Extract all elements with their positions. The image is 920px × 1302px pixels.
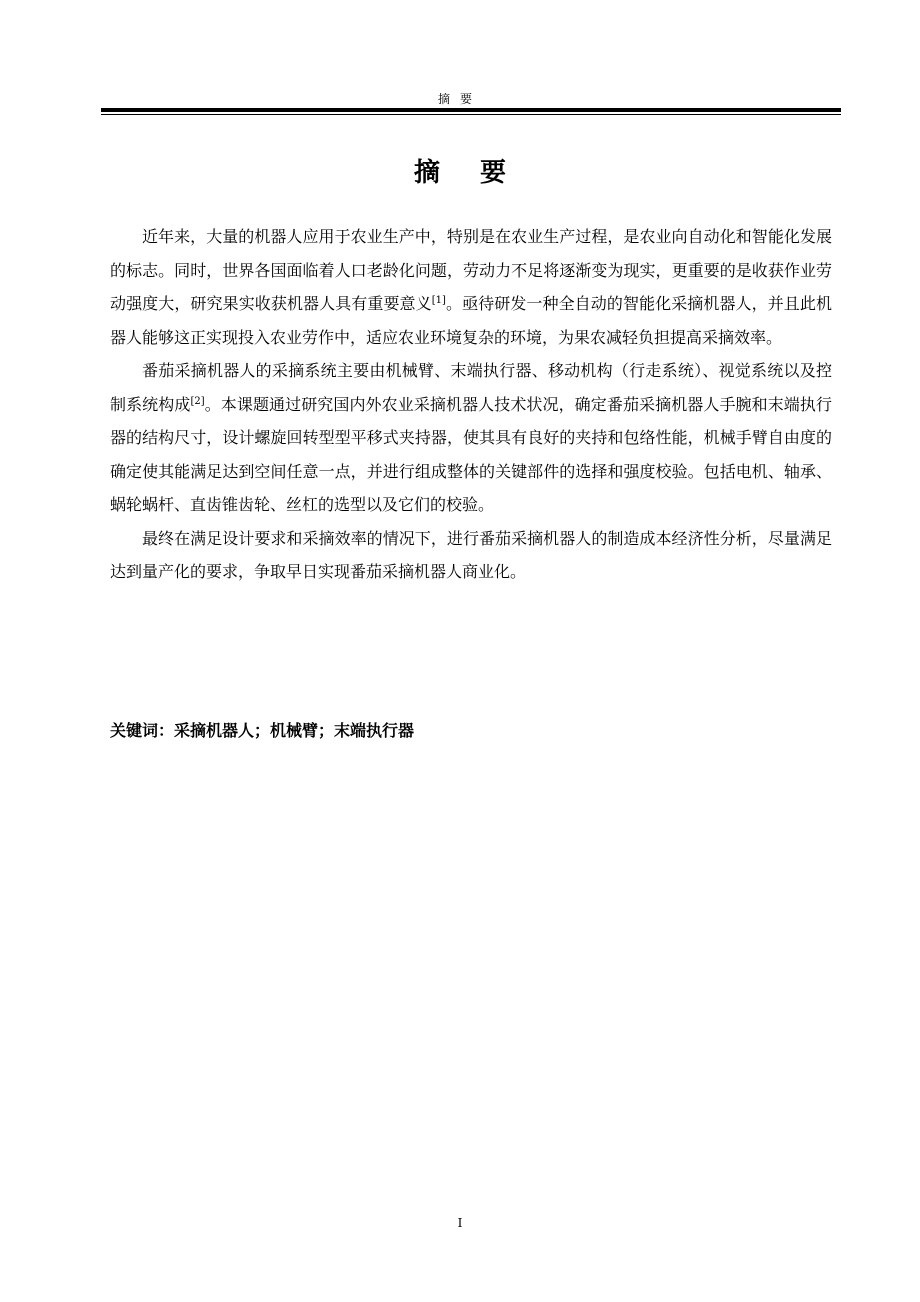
abstract-paragraph-1	[110, 220, 832, 354]
page-title: 摘要	[413, 158, 546, 188]
paragraph-text: 最终在满足设计要求和采摘效率的情况下，进行番茄采摘机器人的制造成本经济性分析，尽量满足达到量产化的要求，争取早日实现番茄采摘机器人商业化。	[110, 528, 832, 581]
paragraph-text: 番茄采摘机器人的采摘系统主要由机械臂、末端执行器、移动机构（行走系统）、视觉系统以及控制系统构成	[110, 361, 832, 414]
abstract-paragraph-3	[110, 522, 832, 589]
citation-ref: [2]	[190, 395, 205, 407]
page-number: I	[457, 1216, 463, 1230]
abstract-body	[110, 220, 832, 589]
running-header: 摘要	[437, 92, 482, 106]
header-rule-thick	[101, 108, 841, 112]
paragraph-text-continued: 。亟待研发一种全自动的智能化采摘机器人，并且此机器人能够这正实现投入农业劳作中，适应农业环境复杂的环境，为果农减轻负担提高采摘效率。	[110, 294, 832, 347]
abstract-paragraph-2	[110, 354, 832, 522]
keywords-line: 关键词：采摘机器人；机械臂；末端执行器	[110, 721, 415, 740]
header-rule-thin	[101, 114, 841, 115]
paragraph-text: 近年来，大量的机器人应用于农业生产中，特别是在农业生产过程，是农业向自动化和智能化发展的标志。同时，世界各国面临着人口老龄化问题，劳动力不足将逐渐变为现实，更重要的是收获作业劳动强度大，研究果实收获机器人具有重要意义	[110, 227, 832, 313]
citation-ref: [1]	[431, 295, 446, 306]
paragraph-text-continued: 。本课题通过研究国内外农业采摘机器人技术状况，确定番茄采摘机器人手腕和末端执行器的结构尺寸，设计螺旋回转型型平移式夹持器，使其具有良好的夹持和包络性能，机械手臂自由度的确定使其能满足达到空间任意一点，并进行组成整体的关键部件的选择和强度校验。包括电机、轴承、蜗轮蜗杆、直齿锥齿轮、丝杠的选型以及它们的校验。	[110, 394, 832, 514]
